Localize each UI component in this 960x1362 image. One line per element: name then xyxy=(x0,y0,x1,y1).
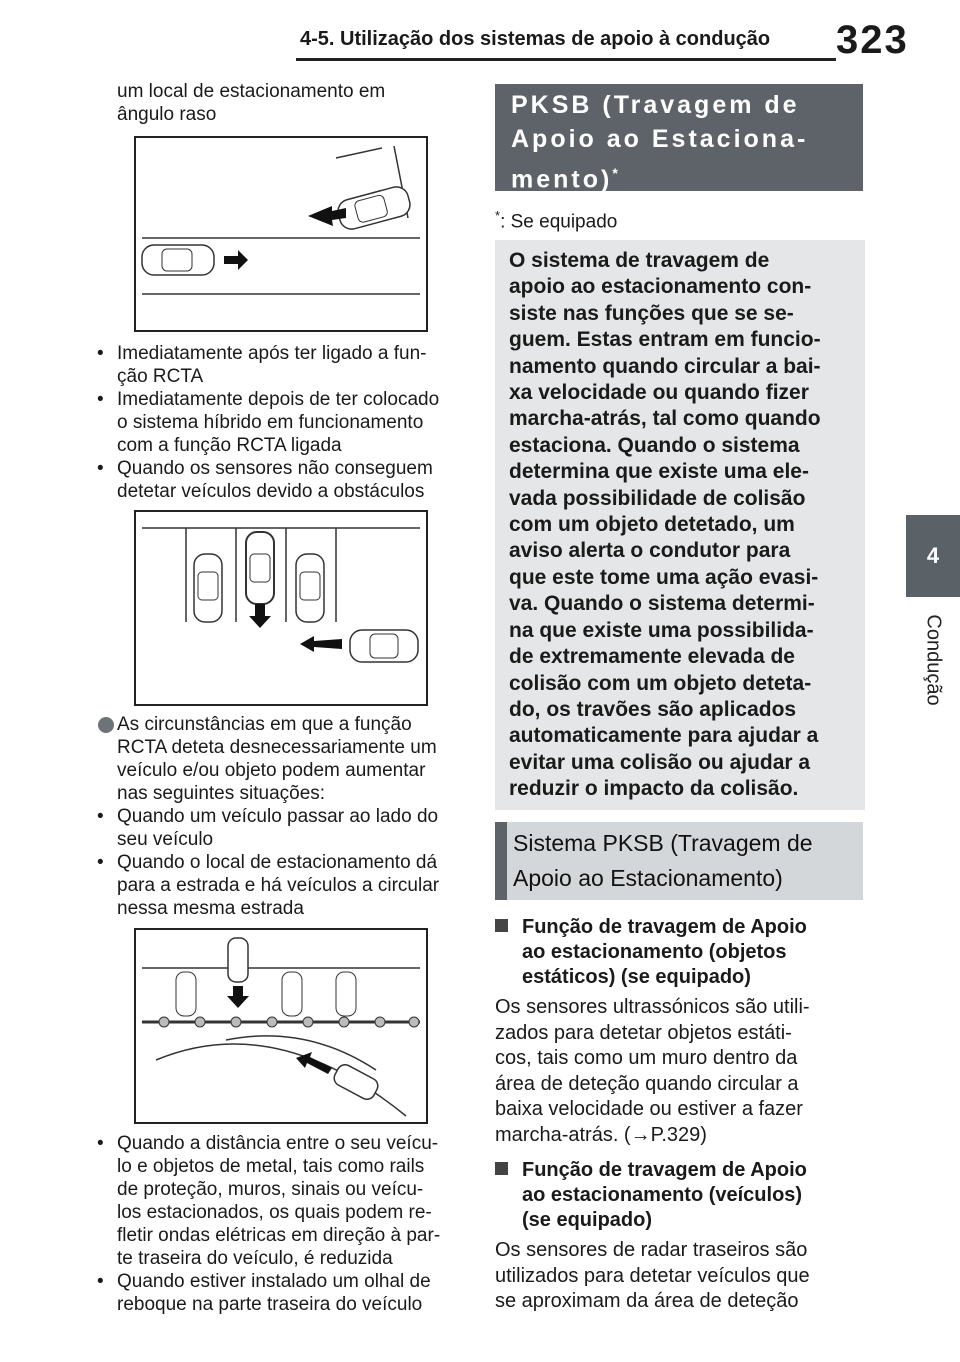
arrow-right-icon xyxy=(224,250,248,270)
car-icon xyxy=(336,972,356,1016)
list-item: • Quando estiver instalado um olhal de reboque na parte traseira do veículo xyxy=(97,1271,431,1315)
square-bullet-icon xyxy=(495,919,508,932)
car-icon xyxy=(246,532,274,604)
circle-item-text: As circunstâncias em que a função RCTA deteta desnecessariamente um veículo e/ou objeto podem aumentar nas seguintes situações: xyxy=(117,714,437,804)
list-item: • Quando a distância entre o seu veícu- lo e objetos de metal, tais como rails de proteção, muros, sinais ou veícu- los estacionados, os quais podem re- fletir ondas elétricas em direção à par- te traseira do veículo, é reduzida xyxy=(97,1133,441,1269)
page-number: 323 xyxy=(836,18,909,62)
chapter-label: Condução xyxy=(922,614,945,706)
intro-text: um local de estacionamento em ângulo raso xyxy=(117,81,386,125)
list-item: • Quando um veículo passar ao lado do seu veículo xyxy=(97,806,439,850)
figure-metal-objects xyxy=(134,928,428,1124)
footnote: *: Se equipado xyxy=(495,208,618,233)
metal-objects-illustration xyxy=(136,930,426,1122)
angled-parking-illustration xyxy=(136,138,426,330)
arrow-down-icon xyxy=(227,986,249,1008)
square-bullet-icon xyxy=(495,1162,508,1175)
header-rule xyxy=(296,58,836,61)
subsection-title: Sistema PKSB (Travagem de Apoio ao Estacionamento) xyxy=(495,822,863,900)
function-body-vehicles: Os sensores de radar traseiros são utilizados para detetar veículos que se aproximam da área de deteção xyxy=(495,1239,810,1312)
list-item: • Imediatamente depois de ter colocado o sistema híbrido em funcionamento com a função RCTA ligada xyxy=(97,389,440,456)
list-item: • Quando o local de estacionamento dá para a estrada e há veículos a circular nessa mesma estrada xyxy=(97,852,440,919)
arrow-left-icon xyxy=(300,636,342,652)
figure-obstacle-parking xyxy=(134,510,428,706)
function-body-static: Os sensores ultrassónicos são utili- zados para detetar objetos estáti- cos, tais como um muro dentro da área de deteção quando circular a baixa velocidade ou estiver a fazer marcha-atrás. (→P.329) xyxy=(495,995,865,1148)
car-icon xyxy=(142,245,214,275)
obstacle-parking-illustration xyxy=(136,512,426,704)
car-icon xyxy=(335,184,412,232)
chapter-tab[interactable] xyxy=(906,515,960,597)
figure-angled-parking xyxy=(134,136,428,332)
arrow-down-icon xyxy=(249,604,271,628)
list-item: • Quando os sensores não conseguem detetar veículos devido a obstáculos xyxy=(97,458,433,502)
car-icon xyxy=(228,938,248,982)
summary-box: O sistema de travagem de apoio ao estacionamento con- siste nas funções que se se- guem. Estas entram em funcio- namento quando circular a bai- xa velocidade ou quando fizer marcha-atrás, tal como quando estaciona. Quando o sistema determina que existe uma ele- vada possibilidade de colisão com um objeto detetado, um aviso alerta o condutor para que este tome uma ação evasi- va. Quando o sistema determi- na que existe uma possibilida- de extremamente elevada de colisão com um objeto deteta- do, os travões são aplicados automaticamente para ajudar a evitar uma colisão ou ajudar a reduzir o impacto da colisão. xyxy=(495,240,865,810)
car-icon xyxy=(176,972,196,1016)
section-title-pksb: PKSB (Travagem de Apoio ao Estaciona- mento)* xyxy=(495,84,863,191)
car-icon xyxy=(282,972,302,1016)
car-icon xyxy=(296,554,324,622)
chapter-number: 4 xyxy=(926,543,940,568)
circle-bullet-icon xyxy=(98,717,114,733)
page-reference-link[interactable]: marcha-atrás. (→P.329) xyxy=(495,1123,707,1146)
list-item: • Imediatamente após ter ligado a fun- ção RCTA xyxy=(97,343,427,387)
header-title: 4-5. Utilização dos sistemas de apoio à condução xyxy=(300,28,771,50)
car-icon xyxy=(350,630,418,662)
car-icon xyxy=(194,554,222,622)
